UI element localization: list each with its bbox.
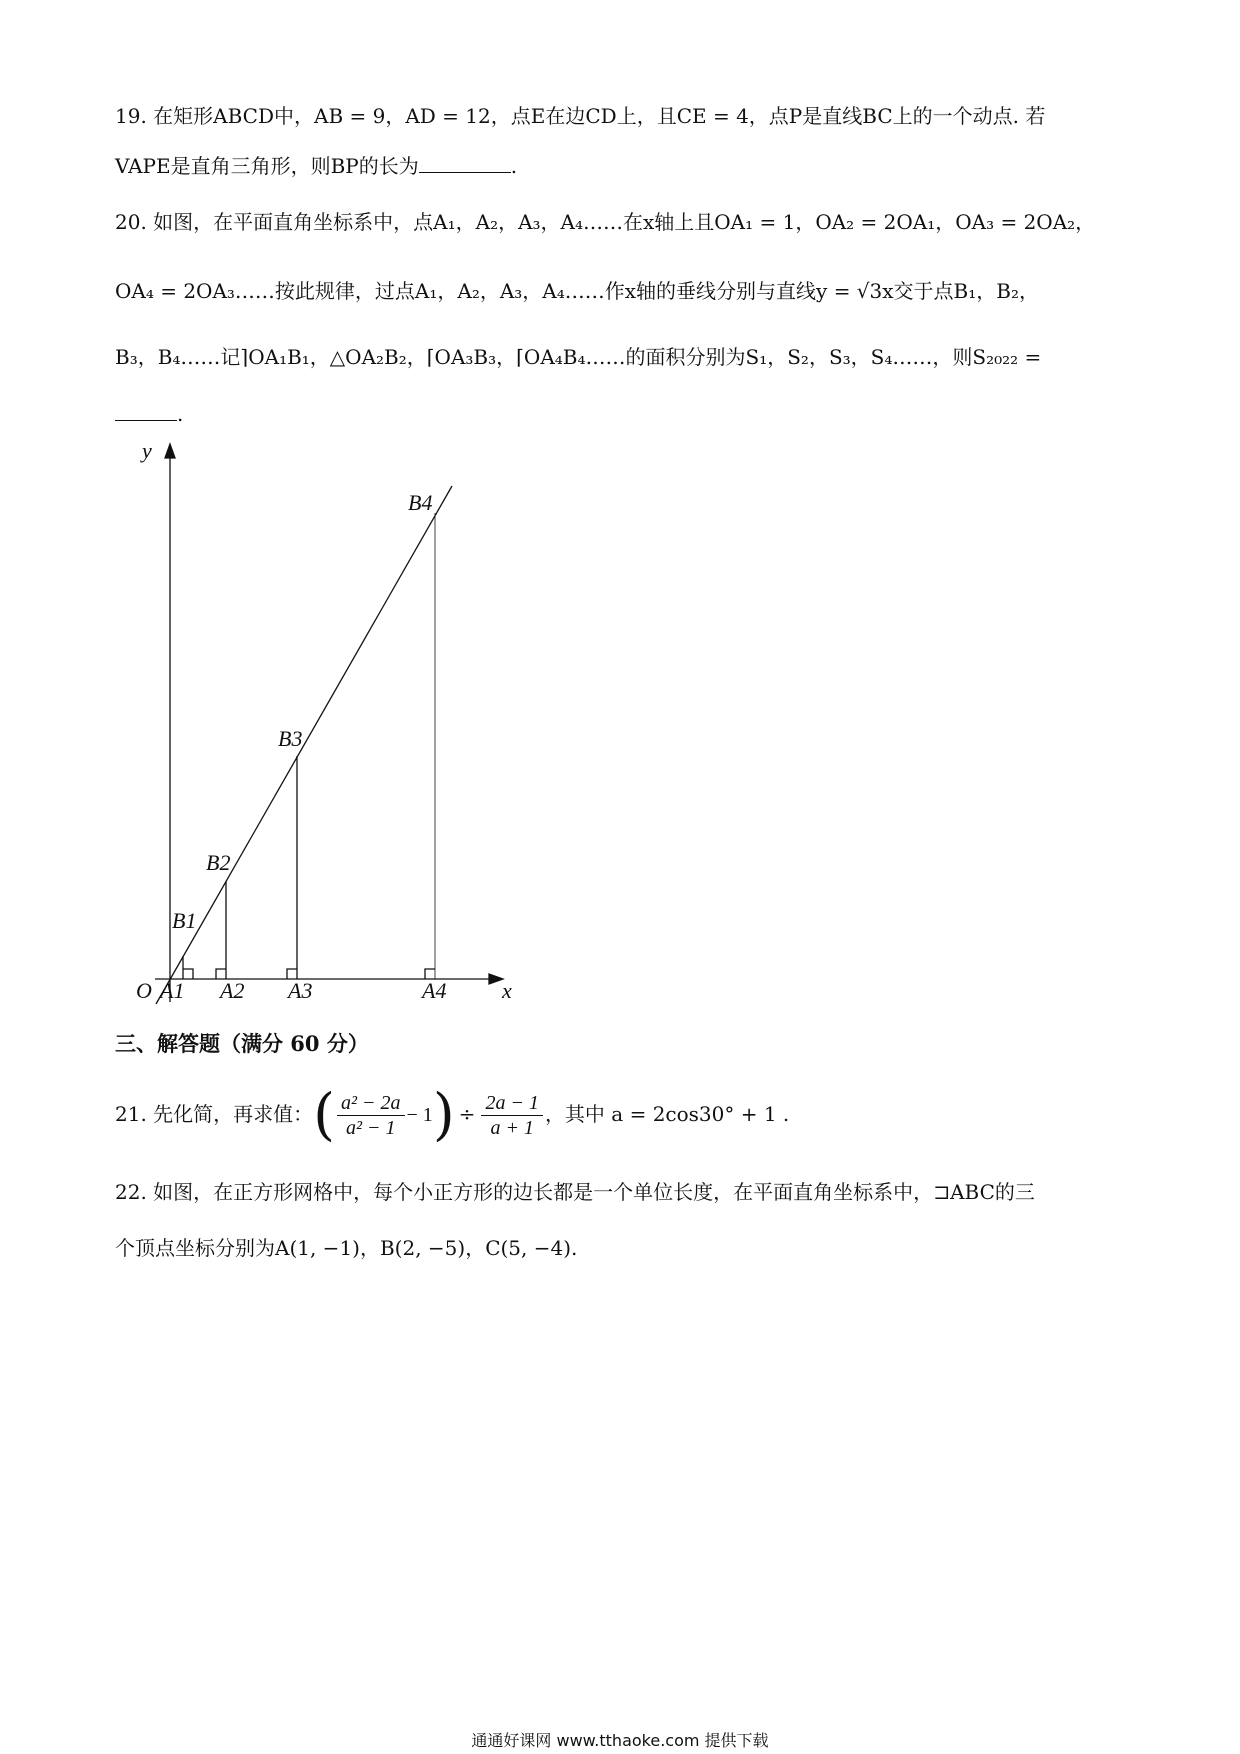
b2-label: B2 — [206, 850, 231, 875]
b3-label: B3 — [278, 726, 303, 751]
q20-text-1: 20. 如图，在平面直角坐标系中，点A₁，A₂，A₃，A₄……在x轴上且OA₁ = 1，OA₂ = 2OA₁，OA₃ = 2OA₂， — [115, 210, 1096, 234]
q19-line-2 — [115, 152, 517, 180]
fraction-2-num: 2a − 1 — [481, 1091, 543, 1116]
y-axis-label: y — [142, 440, 152, 463]
footer-text: 通通好课网 www.tthaoke.com 提供下载 — [471, 1731, 769, 1750]
fraction-1-num: a² − 2a — [337, 1091, 405, 1116]
origin-label: O — [136, 978, 152, 1003]
q20-text-3: B₃，B₄……记⌉OA₁B₁，△OA₂B₂，⌈OA₃B₃，⌈OA₄B₄……的面积分别为S₁，S₂，S₃，S₄……，则S₂₀₂₂ = — [115, 345, 1042, 369]
q19-text-end: . — [510, 154, 518, 178]
b1-label: B1 — [172, 908, 197, 933]
q19-text-1: 19. 在矩形ABCD中，AB = 9，AD = 12，点E在边CD上，且CE = 4，点P是直线BC上的一个动点. 若 — [115, 104, 1046, 128]
right-angle-a1 — [183, 969, 193, 979]
q20-line-4 — [115, 400, 183, 428]
x-axis-arrow — [489, 974, 503, 984]
q20-answer-blank — [115, 402, 177, 421]
q19-answer-blank — [419, 154, 511, 173]
q20-text-2: OA₄ = 2OA₃……按此规律，过点A₁，A₂，A₃，A₄……作x轴的垂线分别与直线y = √3x交于点B₁，B₂， — [115, 279, 1039, 303]
minus-one: − 1 — [406, 1104, 433, 1126]
a3-label: A3 — [288, 978, 313, 1003]
a2-label: A2 — [220, 978, 245, 1003]
q19-text-2: VAPE是直角三角形，则BP的长为 — [115, 154, 419, 178]
q22-text-1: 22. 如图，在正方形网格中，每个小正方形的边长都是一个单位长度，在平面直角坐标系中，⊐ABC的三 — [115, 1180, 1035, 1204]
q20-text-end: . — [177, 402, 184, 426]
coordinate-figure — [110, 440, 530, 1020]
q20-line-3 — [115, 343, 1041, 371]
fraction-1 — [337, 1091, 405, 1140]
q22-line-2 — [115, 1234, 577, 1262]
q22-text-2: 个顶点坐标分别为A(1, −1)，B(2, −5)，C(5, −4). — [115, 1236, 578, 1260]
line-y-sqrt3x — [156, 486, 452, 1004]
x-axis-label: x — [502, 978, 512, 1003]
fraction-2-den: a + 1 — [490, 1117, 534, 1139]
q22-line-1 — [115, 1178, 1035, 1206]
fraction-2 — [481, 1091, 543, 1140]
b4-label: B4 — [408, 490, 433, 515]
q20-line-1 — [115, 208, 1095, 236]
q21-prefix: 21. 先化简，再求值： — [115, 1102, 314, 1126]
section-heading — [115, 1030, 369, 1058]
left-paren: ( — [313, 1082, 336, 1148]
q19-line-1 — [115, 102, 1045, 130]
q21-suffix: ，其中 a = 2cos30° + 1 . — [544, 1102, 790, 1126]
divide-sign: ÷ — [458, 1102, 476, 1126]
q20-line-2 — [115, 277, 1039, 305]
section-heading-text: 三、解答题（满分 60 分） — [115, 1031, 369, 1056]
a4-label: A4 — [422, 978, 447, 1003]
page-footer — [0, 1728, 1240, 1751]
right-paren: ) — [432, 1082, 455, 1148]
a1-label: A1 — [160, 978, 185, 1003]
y-axis-arrow — [165, 444, 175, 458]
q21-line — [115, 1082, 790, 1148]
fraction-1-den: a² − 1 — [346, 1117, 396, 1139]
